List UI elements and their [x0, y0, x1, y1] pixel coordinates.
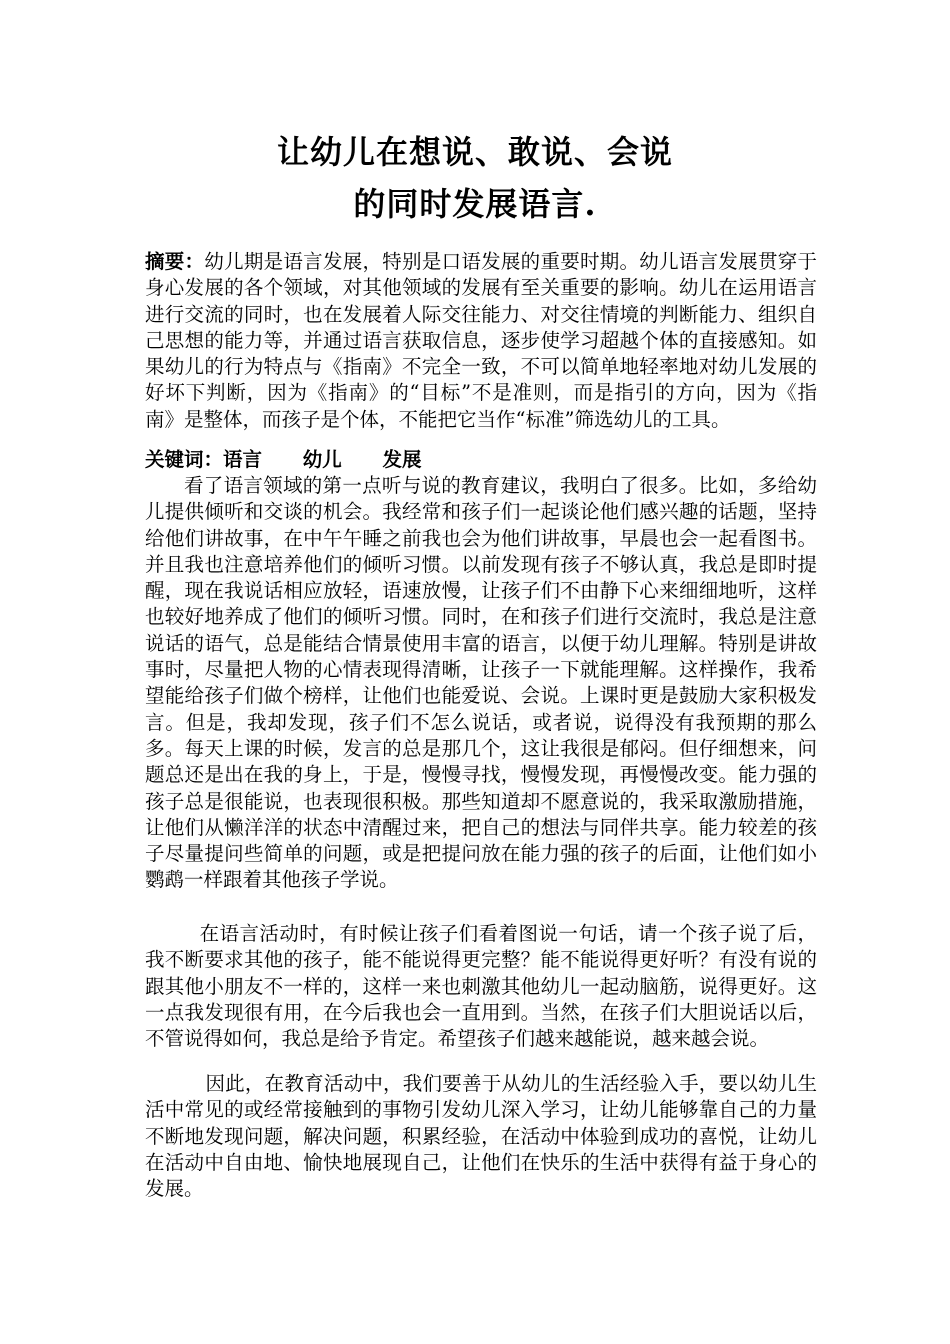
abstract-label: 摘要：: [145, 250, 205, 273]
keywords: 关键词：语言 幼儿 发展: [145, 448, 422, 471]
paragraph-3: 因此，在教育活动中，我们要善于从幼儿的生活经验入手，要以幼儿生活中常见的或经常接触到的事物引发幼儿深入学习，让幼儿能够靠自己的力量不断地发现问题，解决问题，积累经验，在活动中体验到成功的喜悦，让幼儿在活动中自由地、愉快地展现自己，让他们在快乐的生活中获得有益于身心的发展。: [145, 1072, 817, 1201]
abstract-text: 幼儿期是语言发展，特别是口语发展的重要时期。幼儿语言发展贯穿于身心发展的各个领域，对其他领域的发展有至关重要的影响。幼儿在运用语言进行交流的同时，也在发展着人际交往能力、对交往情境的判断能力、组织自己思想的能力等，并通过语言获取信息，逐步使学习超越个体的直接感知。如果幼儿的行为特点与《指南》不完全一致，不可以简单地轻率地对幼儿发展的好坏下判断，因为《指南》的“目标”不是准则，而是指引的方向，因为《指南》是整体，而孩子是个体，不能把它当作“标准”筛选幼儿的工具。: [145, 250, 817, 431]
title-line-2: 的同时发展语言.: [353, 185, 597, 223]
title-line-1: 让幼儿在想说、敢说、会说: [276, 133, 673, 171]
paragraph-1: 看了语言领域的第一点听与说的教育建议，我明白了很多。比如，多给幼儿提供倾听和交谈的机会。我经常和孩子们一起谈论他们感兴趣的话题，坚持给他们讲故事，在中午午睡之前我也会为他们讲故事，早晨也会一起看图书。并且我也注意培养他们的倾听习惯。以前发现有孩子不够认真，我总是即时提醒，现在我说话相应放轻，语速放慢，让孩子们不由静下心来细细地听，这样也较好地养成了他们的倾听习惯。同时，在和孩子们进行交流时，我总是注意说话的语气，总是能结合情景使用丰富的语言，以便于幼儿理解。特别是讲故事时，尽量把人物的心情表现得清晰，让孩子一下就能理解。这样操作，我希望能给孩子们做个榜样，让他们也能爱说、会说。上课时更是鼓励大家积极发言。但是，我却发现，孩子们不怎么说话，或者说，说得没有我预期的那么多。每天上课的时候，发言的总是那几个，这让我很是郁闷。但仔细想来，问题总还是出在我的身上，于是，慢慢寻找，慢慢发现，再慢慢改变。能力强的孩子总是很能说，也表现很积极。那些知道却不愿意说的，我采取激励措施，让他们从懒洋洋的状态中清醒过来，把自己的想法与同伴共享。能力较差的孩子尽量提问些简单的问题，或是把提问放在能力强的孩子的后面，让他们如小鹦鹉一样跟着其他孩子学说。: [145, 474, 817, 892]
paragraph-2: 在语言活动时，有时候让孩子们看着图说一句话，请一个孩子说了后，我不断要求其他的孩子，能不能说得更完整？能不能说得更好听？有没有说的跟其他小朋友不一样的，这样一来也刺激其他幼儿一起动脑筋，说得更好。这一点我发现很有用，在今后我也会一直用到。当然，在孩子们大胆说话以后，不管说得如何，我总是给予肯定。希望孩子们越来越能说，越来越会说。: [145, 922, 817, 1051]
abstract: [145, 249, 817, 433]
